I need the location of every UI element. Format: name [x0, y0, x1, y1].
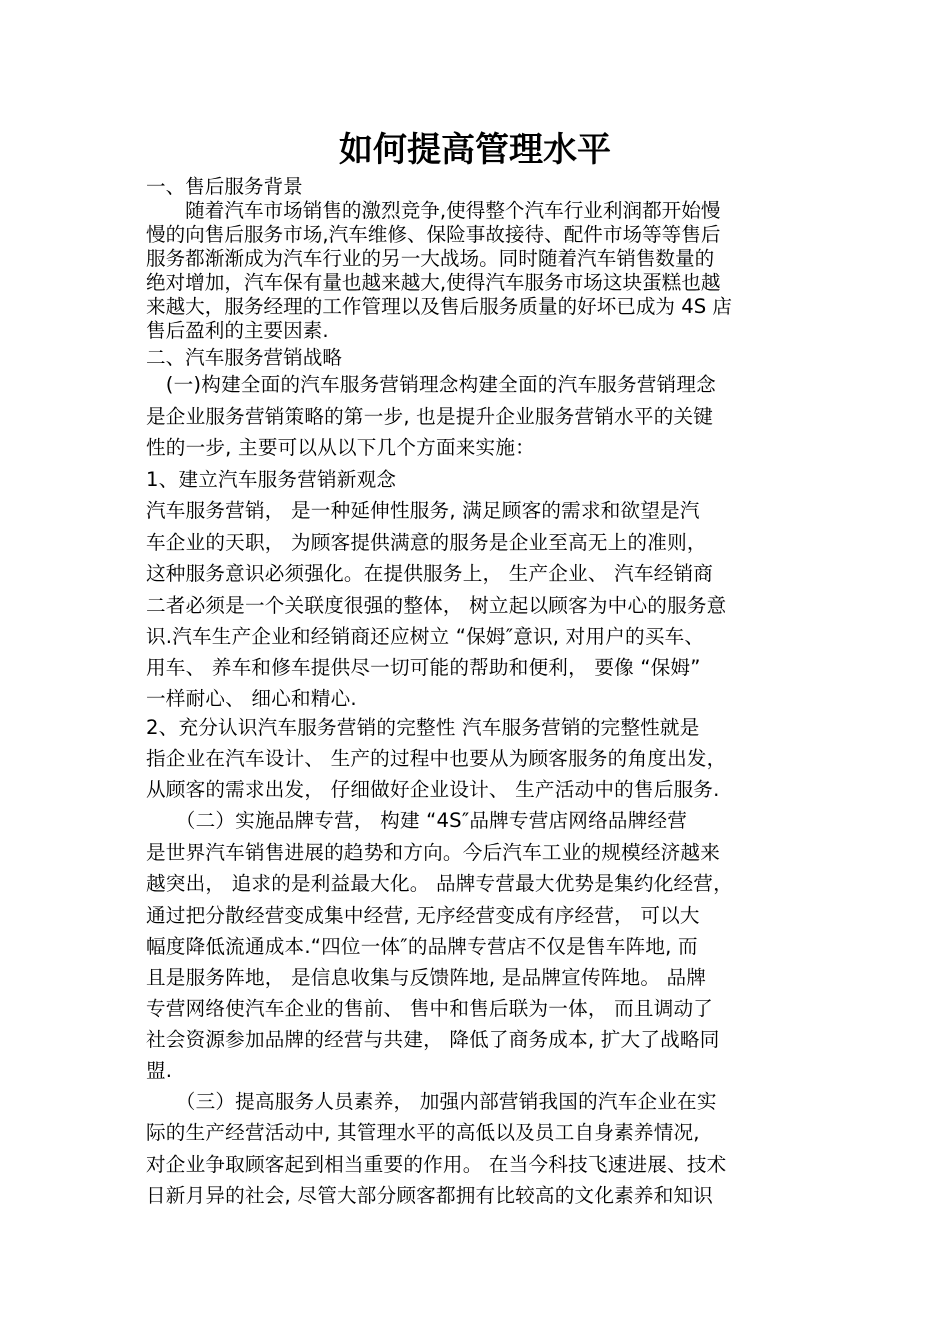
text-line: 绝对增加，汽车保有量也越来越大,使得汽车服务市场这块蛋糕也越	[146, 271, 721, 294]
text-line: 是世界汽车销售进展的趋势和方向。今后汽车工业的规模经济越来	[146, 841, 721, 864]
text-line: 从顾客的需求出发， 仔细做好企业设计、 生产活动中的售后服务.	[146, 778, 720, 801]
text-line: 服务都渐渐成为汽车行业的另一大战场。同时随着汽车销售数量的	[146, 247, 715, 270]
text-line: 识.汽车生产企业和经销商还应树立 “保姆″意识, 对用户的买车、	[146, 625, 705, 648]
text-line: 汽车服务营销， 是一种延伸性服务, 满足顾客的需求和欲望是汽	[146, 499, 700, 522]
text-line: （二）实施品牌专营， 构建 “4S″品牌专营店网络品牌经营	[146, 809, 688, 832]
text-line: 二、汽车服务营销战略	[146, 346, 342, 369]
text-line: 际的生产经营活动中, 其管理水平的高低以及员工自身素养情况,	[146, 1121, 700, 1144]
text-line: 指企业在汽车设计、 生产的过程中也要从为顾客服务的角度出发，	[146, 747, 727, 770]
text-line: 盟.	[146, 1059, 173, 1082]
page-title: 如何提高管理水平	[339, 130, 611, 170]
text-line: 2、充分认识汽车服务营销的完整性 汽车服务营销的完整性就是	[146, 716, 700, 739]
text-line: 慢的向售后服务市场,汽车维修、保险事故接待、配件市场等等售后	[146, 223, 721, 246]
text-line: 1、建立汽车服务营销新观念	[146, 468, 397, 491]
text-line: 性的一步, 主要可以从以下几个方面来实施：	[146, 436, 535, 459]
text-line: 对企业争取顾客起到相当重要的作用。 在当今科技飞速进展、技术	[146, 1153, 727, 1176]
text-line: 用车、 养车和修车提供尽一切可能的帮助和便利， 要像 “保姆”	[146, 656, 701, 679]
text-line: 越突出， 追求的是利益最大化。 品牌专营最大优势是集约化经营，	[146, 872, 733, 895]
text-line: 通过把分散经营变成集中经营, 无序经营变成有序经营， 可以大	[146, 904, 700, 927]
text-line: 随着汽车市场销售的激烈竞争,使得整个汽车行业利润都开始慢	[146, 199, 721, 222]
text-line: 售后盈利的主要因素.	[146, 319, 329, 342]
text-line: 一样耐心、 细心和精心.	[146, 687, 357, 710]
text-line: 是企业服务营销策略的第一步, 也是提升企业服务营销水平的关键	[146, 405, 714, 428]
text-line: 来越大，服务经理的工作管理以及售后服务质量的好坏已成为 4S 店	[146, 295, 732, 318]
text-line: 车企业的天职， 为顾客提供满意的服务是企业至高无上的准则，	[146, 531, 707, 554]
text-line: （三）提高服务人员素养， 加强内部营销我国的汽车企业在实	[146, 1090, 717, 1113]
text-line: 社会资源参加品牌的经营与共建， 降低了商务成本, 扩大了战略同	[146, 1028, 720, 1051]
text-line: 这种服务意识必须强化。在提供服务上， 生产企业、 汽车经销商	[146, 562, 714, 585]
text-line: 二者必须是一个关联度很强的整体， 树立起以顾客为中心的服务意	[146, 594, 727, 617]
text-line: 幅度降低流通成本.“四位一体″的品牌专营店不仅是售车阵地, 而	[146, 935, 698, 958]
text-line: 且是服务阵地， 是信息收集与反馈阵地, 是品牌宣传阵地。 品牌	[146, 966, 707, 989]
text-line: 一、售后服务背景	[146, 175, 303, 198]
text-line: 专营网络使汽车企业的售前、 售中和售后联为一体， 而且调动了	[146, 997, 714, 1020]
text-line: (一)构建全面的汽车服务营销理念构建全面的汽车服务营销理念	[146, 373, 716, 396]
text-line: 日新月异的社会, 尽管大部分顾客都拥有比较高的文化素养和知识	[146, 1184, 714, 1207]
